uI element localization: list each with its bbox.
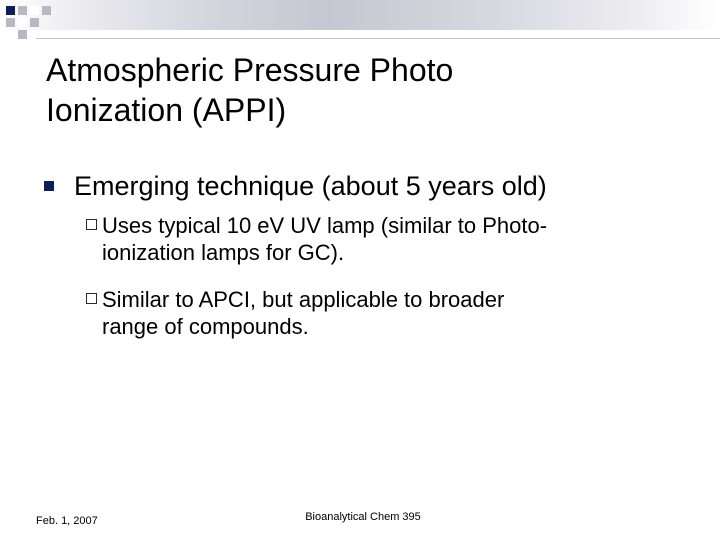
- title-divider: [36, 38, 720, 39]
- bullet-level2-text: [102, 286, 504, 340]
- bullet-line: range of compounds.: [102, 314, 309, 339]
- navy-square-icon: [6, 6, 15, 15]
- bullet-line: ionization lamps for GC).: [102, 240, 345, 265]
- hollow-square-bullet-icon: [86, 293, 97, 304]
- filled-square-bullet-icon: [44, 181, 54, 191]
- bullet-level2-text: [102, 212, 547, 266]
- white-square-icon: [30, 6, 39, 15]
- gray-square-icon: [18, 6, 27, 15]
- slide-title-line: Ionization (APPI): [46, 92, 287, 128]
- slide-title: [46, 50, 696, 130]
- footer-course: Bioanalytical Chem 395: [305, 511, 421, 523]
- bullet-level1-text: Emerging technique (about 5 years old): [74, 171, 547, 201]
- white-square-icon: [18, 18, 27, 27]
- decorative-squares: [0, 0, 720, 40]
- white-square-icon: [6, 30, 15, 39]
- bullet-line: Uses typical 10 eV UV lamp (similar to Photo-: [102, 213, 548, 238]
- gray-square-icon: [42, 6, 51, 15]
- slide-title-line: Atmospheric Pressure Photo: [46, 52, 454, 88]
- bullet-line: Similar to APCI, but applicable to broader: [102, 287, 505, 312]
- gray-square-icon: [18, 30, 27, 39]
- hollow-square-bullet-icon: [86, 219, 97, 230]
- footer-date: Feb. 1, 2007: [36, 515, 98, 527]
- bullet-level1: [44, 170, 704, 202]
- gray-square-icon: [30, 18, 39, 27]
- gray-square-icon: [6, 18, 15, 27]
